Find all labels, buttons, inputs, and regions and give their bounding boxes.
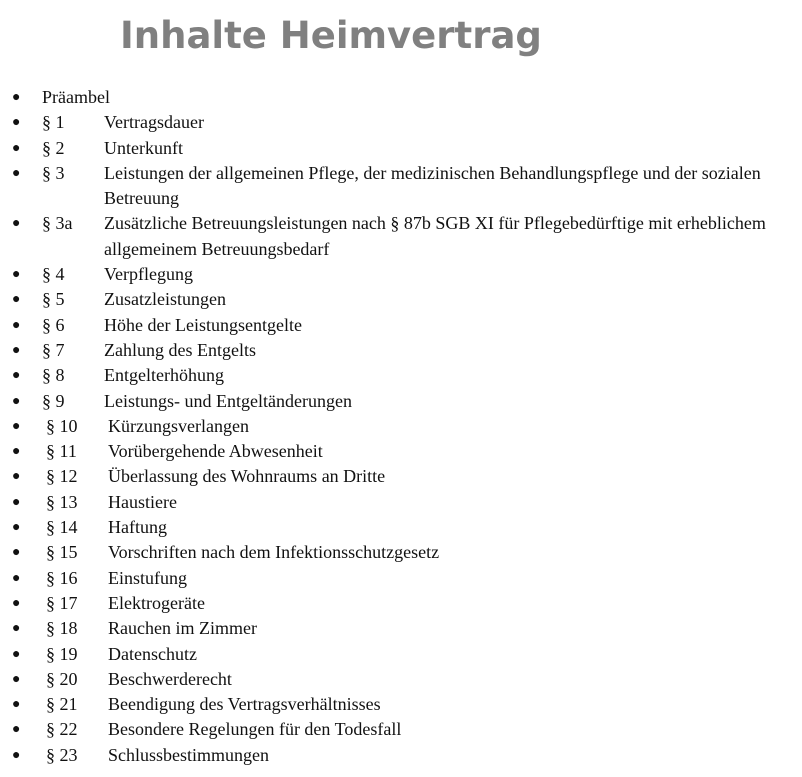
list-item — [0, 540, 802, 565]
list-item — [0, 414, 802, 439]
list-item — [0, 262, 802, 287]
list-item — [0, 110, 802, 135]
list-item — [0, 515, 802, 540]
list-item — [0, 313, 802, 338]
bullet-icon: ● — [12, 90, 21, 105]
item-text: Präambel — [42, 87, 110, 107]
bullet-icon: ● — [12, 671, 21, 687]
item-text: Beendigung des Vertragsverhältnisses — [108, 694, 381, 715]
item-text: Zusätzliche Betreuungsleistungen nach § 87b SGB XI für Pflegebedürftige mit erheblichem allgemeinem Betreuungsbedarf — [104, 213, 766, 259]
bullet-icon: ● — [12, 722, 21, 738]
section-number: § 13 — [46, 491, 78, 512]
bullet-icon: ● — [12, 115, 21, 131]
bullet-icon: ● — [12, 165, 21, 181]
section-number: § 19 — [46, 643, 78, 664]
bullet-icon: ● — [12, 368, 21, 384]
item-text: Überlassung des Wohnraums an Dritte — [108, 466, 386, 487]
section-number: § 8 — [42, 365, 65, 386]
item-text: Haftung — [108, 517, 167, 538]
list-item — [0, 85, 802, 110]
item-text: Entgelterhöhung — [104, 365, 224, 386]
list-item — [0, 363, 802, 388]
bullet-icon: ● — [12, 494, 21, 510]
item-text: Beschwerderecht — [108, 668, 232, 689]
section-number: § 3 — [42, 162, 65, 183]
section-number: § 21 — [46, 694, 78, 715]
section-number: § 11 — [46, 441, 77, 462]
bullet-icon: ● — [12, 570, 21, 586]
list-item — [0, 616, 802, 641]
bullet-icon: ● — [12, 393, 21, 409]
page-title: Inhalte Heimvertrag — [120, 14, 542, 57]
list-item — [0, 490, 802, 515]
list-item — [0, 464, 802, 489]
item-text: Vorübergehende Abwesenheit — [108, 441, 323, 462]
section-number: § 18 — [46, 618, 78, 639]
section-number: § 6 — [42, 314, 65, 335]
table-of-contents — [0, 85, 802, 768]
item-text: Einstufung — [108, 567, 187, 588]
bullet-icon: ● — [12, 595, 21, 611]
section-number: § 2 — [42, 137, 65, 158]
list-item — [0, 692, 802, 717]
list-item — [0, 287, 802, 312]
item-text: Verpflegung — [104, 264, 193, 285]
section-number: § 15 — [46, 542, 78, 563]
bullet-icon: ● — [12, 747, 21, 763]
item-text: Datenschutz — [108, 643, 197, 664]
list-item — [0, 389, 802, 414]
item-text: Leistungs- und Entgeltänderungen — [104, 390, 352, 411]
list-item — [0, 211, 802, 262]
list-item — [0, 717, 802, 742]
section-number: § 16 — [46, 567, 78, 588]
section-number: § 14 — [46, 517, 78, 538]
section-number: § 5 — [42, 289, 65, 310]
list-item — [0, 161, 802, 212]
item-text: Höhe der Leistungsentgelte — [104, 314, 302, 335]
section-number: § 23 — [46, 744, 78, 765]
section-number: § 10 — [46, 415, 78, 436]
item-text: Besondere Regelungen für den Todesfall — [108, 719, 402, 740]
item-text: Zahlung des Entgelts — [104, 339, 256, 360]
bullet-icon: ● — [12, 292, 21, 308]
item-text: Kürzungsverlangen — [108, 415, 249, 436]
item-text: Vertragsdauer — [104, 112, 204, 133]
list-item — [0, 439, 802, 464]
item-text: Rauchen im Zimmer — [108, 618, 257, 639]
section-number: § 1 — [42, 112, 65, 133]
bullet-icon: ● — [12, 342, 21, 358]
list-item — [0, 743, 802, 768]
item-text: Unterkunft — [104, 137, 183, 158]
section-number: § 17 — [46, 592, 78, 613]
section-number: § 3a — [42, 213, 73, 234]
bullet-icon: ● — [12, 418, 21, 434]
bullet-icon: ● — [12, 621, 21, 637]
section-number: § 12 — [46, 466, 78, 487]
section-number: § 22 — [46, 719, 78, 740]
section-number: § 9 — [42, 390, 65, 411]
bullet-icon: ● — [12, 646, 21, 662]
list-item — [0, 566, 802, 591]
bullet-icon: ● — [12, 216, 21, 232]
bullet-icon: ● — [12, 697, 21, 713]
section-number: § 7 — [42, 339, 65, 360]
item-text: Zusatzleistungen — [104, 289, 226, 310]
list-item — [0, 642, 802, 667]
item-text: Haustiere — [108, 491, 177, 512]
list-item — [0, 591, 802, 616]
list-item — [0, 667, 802, 692]
list-item — [0, 338, 802, 363]
item-text: Schlussbestimmungen — [108, 744, 269, 765]
bullet-icon: ● — [12, 140, 21, 156]
bullet-icon: ● — [12, 469, 21, 485]
bullet-icon: ● — [12, 267, 21, 283]
list-item — [0, 136, 802, 161]
section-number: § 4 — [42, 264, 65, 285]
item-text: Vorschriften nach dem Infektionsschutzgesetz — [108, 542, 440, 563]
bullet-icon: ● — [12, 444, 21, 460]
bullet-icon: ● — [12, 317, 21, 333]
section-number: § 20 — [46, 668, 78, 689]
bullet-icon: ● — [12, 520, 21, 536]
item-text: Elektrogeräte — [108, 592, 205, 613]
bullet-icon: ● — [12, 545, 21, 561]
item-text: Leistungen der allgemeinen Pflege, der medizinischen Behandlungspflege und der sozialen Betreuung — [104, 162, 761, 209]
